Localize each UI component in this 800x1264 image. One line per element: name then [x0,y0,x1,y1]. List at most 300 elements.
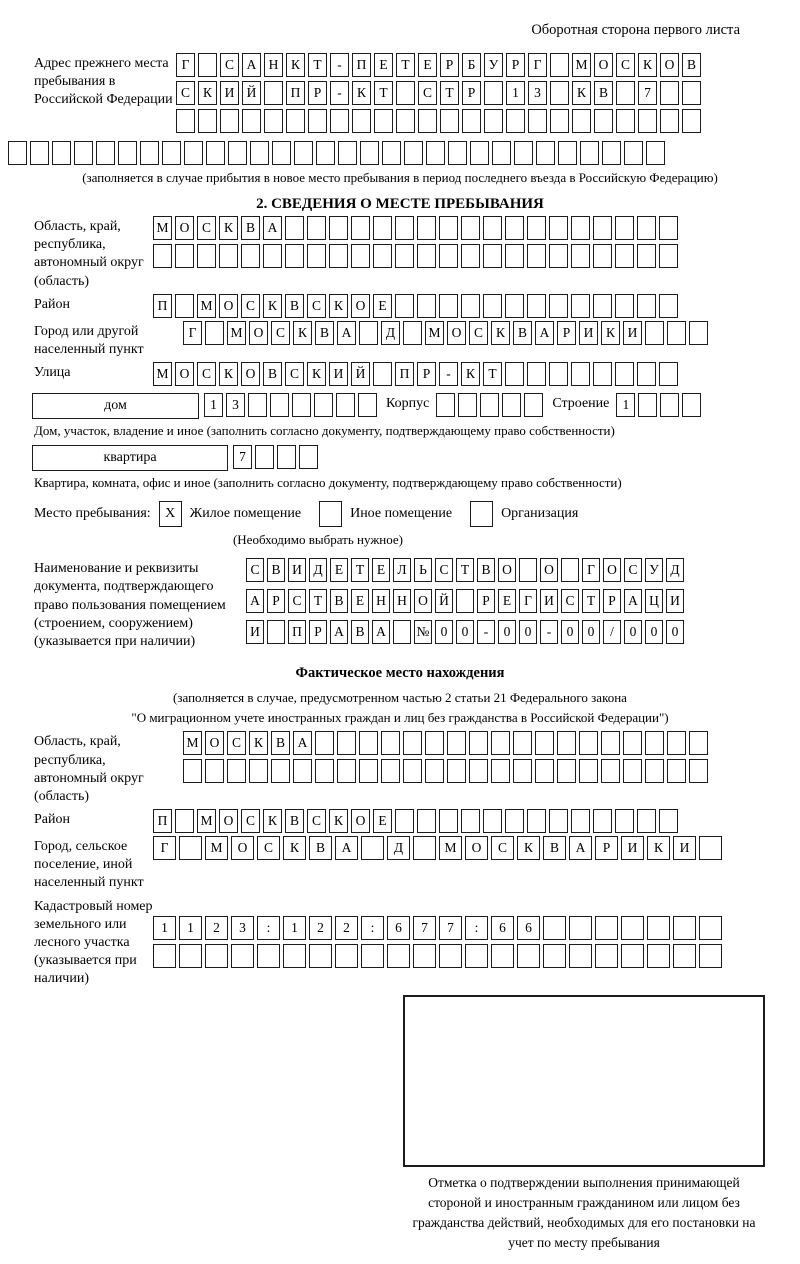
char-box[interactable]: С [176,81,195,105]
char-box[interactable] [361,836,384,860]
char-box[interactable]: - [439,362,458,386]
char-box[interactable] [593,216,612,240]
char-box[interactable]: П [153,809,172,833]
char-box[interactable] [527,294,546,318]
char-box[interactable]: С [616,53,635,77]
char-box[interactable] [456,589,474,613]
char-box[interactable] [557,759,576,783]
char-box[interactable] [447,759,466,783]
char-box[interactable]: К [601,321,620,345]
char-box[interactable] [484,81,503,105]
char-box[interactable]: К [647,836,670,860]
char-box[interactable]: № [414,620,432,644]
char-box[interactable]: В [267,558,285,582]
char-box[interactable] [292,393,311,417]
char-box[interactable] [524,393,543,417]
char-box[interactable] [593,809,612,833]
char-box[interactable] [699,944,722,968]
char-box[interactable]: А [330,620,348,644]
char-box[interactable] [8,141,27,165]
house-box[interactable]: дом [32,393,199,419]
char-box[interactable] [689,731,708,755]
char-box[interactable] [682,393,701,417]
char-box[interactable] [543,944,566,968]
char-box[interactable]: О [498,558,516,582]
char-box[interactable]: Т [308,53,327,77]
char-box[interactable] [351,216,370,240]
char-box[interactable]: 1 [153,916,176,940]
char-box[interactable]: О [219,294,238,318]
char-box[interactable]: 0 [561,620,579,644]
char-box[interactable]: С [197,216,216,240]
char-box[interactable]: С [307,809,326,833]
char-box[interactable] [228,141,247,165]
char-box[interactable] [571,362,590,386]
char-box[interactable] [272,141,291,165]
char-box[interactable]: Т [309,589,327,613]
char-box[interactable] [491,944,514,968]
char-box[interactable]: О [594,53,613,77]
char-box[interactable]: А [624,589,642,613]
char-box[interactable]: Е [374,53,393,77]
char-box[interactable] [561,558,579,582]
char-box[interactable] [396,81,415,105]
char-box[interactable] [249,759,268,783]
char-box[interactable] [197,244,216,268]
char-box[interactable]: С [561,589,579,613]
char-box[interactable]: И [621,836,644,860]
char-box[interactable]: В [309,836,332,860]
char-box[interactable]: Д [387,836,410,860]
char-box[interactable] [329,244,348,268]
char-box[interactable]: Е [373,294,392,318]
char-box[interactable] [52,141,71,165]
char-box[interactable] [360,141,379,165]
char-box[interactable]: А [372,620,390,644]
char-box[interactable] [602,141,621,165]
char-box[interactable]: Д [666,558,684,582]
char-box[interactable] [647,944,670,968]
char-box[interactable] [140,141,159,165]
char-box[interactable] [659,244,678,268]
char-box[interactable]: 6 [491,916,514,940]
char-box[interactable]: Т [483,362,502,386]
char-box[interactable]: С [246,558,264,582]
char-box[interactable] [645,321,664,345]
char-box[interactable]: В [330,589,348,613]
char-box[interactable]: 0 [498,620,516,644]
char-box[interactable] [293,759,312,783]
char-box[interactable] [505,216,524,240]
char-box[interactable]: К [307,362,326,386]
char-box[interactable]: К [283,836,306,860]
char-box[interactable] [286,109,305,133]
char-box[interactable]: П [153,294,172,318]
char-box[interactable] [505,362,524,386]
char-box[interactable] [569,944,592,968]
char-box[interactable] [637,216,656,240]
char-box[interactable] [673,944,696,968]
char-box[interactable]: О [175,362,194,386]
char-box[interactable]: С [435,558,453,582]
char-box[interactable] [359,731,378,755]
char-box[interactable]: А [337,321,356,345]
char-box[interactable]: В [543,836,566,860]
char-box[interactable] [623,731,642,755]
char-box[interactable] [361,944,384,968]
char-box[interactable] [263,244,282,268]
char-box[interactable] [549,809,568,833]
char-box[interactable] [492,141,511,165]
char-box[interactable] [118,141,137,165]
char-box[interactable] [436,393,455,417]
char-box[interactable]: 0 [435,620,453,644]
char-box[interactable]: Г [176,53,195,77]
char-box[interactable] [242,109,261,133]
char-box[interactable] [682,109,701,133]
char-box[interactable] [601,731,620,755]
char-box[interactable] [426,141,445,165]
char-box[interactable]: В [271,731,290,755]
char-box[interactable]: С [288,589,306,613]
char-box[interactable] [255,445,274,469]
char-box[interactable]: А [335,836,358,860]
char-box[interactable]: Р [440,53,459,77]
char-box[interactable] [417,294,436,318]
char-box[interactable] [403,731,422,755]
char-box[interactable]: С [469,321,488,345]
char-box[interactable] [571,294,590,318]
char-box[interactable]: А [293,731,312,755]
char-box[interactable]: М [153,362,172,386]
char-box[interactable] [440,109,459,133]
char-box[interactable]: А [263,216,282,240]
char-box[interactable] [250,141,269,165]
char-box[interactable]: О [414,589,432,613]
char-box[interactable] [514,141,533,165]
char-box[interactable]: 3 [528,81,547,105]
char-box[interactable] [219,244,238,268]
char-box[interactable]: П [352,53,371,77]
char-box[interactable]: Й [242,81,261,105]
char-box[interactable]: О [249,321,268,345]
char-box[interactable] [74,141,93,165]
char-box[interactable] [519,558,537,582]
char-box[interactable] [513,759,532,783]
char-box[interactable] [404,141,423,165]
char-box[interactable] [550,53,569,77]
char-box[interactable] [175,244,194,268]
char-box[interactable]: Р [417,362,436,386]
char-box[interactable]: И [666,589,684,613]
char-box[interactable]: С [271,321,290,345]
char-box[interactable] [469,759,488,783]
char-box[interactable] [483,809,502,833]
char-box[interactable] [593,294,612,318]
char-box[interactable] [615,216,634,240]
char-box[interactable]: К [249,731,268,755]
char-box[interactable] [335,944,358,968]
char-box[interactable] [395,244,414,268]
char-box[interactable]: К [329,809,348,833]
char-box[interactable]: 0 [582,620,600,644]
char-box[interactable]: К [352,81,371,105]
char-box[interactable]: О [351,294,370,318]
char-box[interactable] [403,759,422,783]
char-box[interactable] [315,759,334,783]
char-box[interactable]: Й [351,362,370,386]
char-box[interactable]: К [263,809,282,833]
char-box[interactable] [484,109,503,133]
char-box[interactable] [461,809,480,833]
char-box[interactable]: Е [373,809,392,833]
char-box[interactable] [624,141,643,165]
char-box[interactable]: С [285,362,304,386]
char-box[interactable] [264,109,283,133]
char-box[interactable] [615,244,634,268]
char-box[interactable] [336,393,355,417]
char-box[interactable] [413,944,436,968]
char-box[interactable] [205,321,224,345]
char-box[interactable]: А [246,589,264,613]
char-box[interactable] [536,141,555,165]
char-box[interactable] [294,141,313,165]
char-box[interactable] [359,759,378,783]
char-box[interactable] [351,244,370,268]
char-box[interactable]: Д [309,558,327,582]
char-box[interactable] [660,81,679,105]
char-box[interactable]: Б [462,53,481,77]
char-box[interactable] [615,362,634,386]
char-box[interactable]: С [491,836,514,860]
char-box[interactable]: О [603,558,621,582]
checkbox-other-premises[interactable] [319,501,342,527]
char-box[interactable]: - [330,81,349,105]
char-box[interactable] [307,216,326,240]
char-box[interactable]: О [205,731,224,755]
char-box[interactable] [506,109,525,133]
char-box[interactable]: И [220,81,239,105]
char-box[interactable]: Н [393,589,411,613]
char-box[interactable]: Е [351,589,369,613]
char-box[interactable]: В [263,362,282,386]
char-box[interactable] [637,244,656,268]
char-box[interactable]: / [603,620,621,644]
char-box[interactable] [659,809,678,833]
char-box[interactable] [395,809,414,833]
char-box[interactable]: М [183,731,202,755]
char-box[interactable]: Т [456,558,474,582]
char-box[interactable]: 7 [233,445,252,469]
char-box[interactable]: П [288,620,306,644]
char-box[interactable] [579,731,598,755]
char-box[interactable]: М [153,216,172,240]
char-box[interactable]: - [477,620,495,644]
char-box[interactable]: Ь [414,558,432,582]
char-box[interactable]: С [307,294,326,318]
char-box[interactable] [527,362,546,386]
char-box[interactable]: Р [595,836,618,860]
char-box[interactable]: К [329,294,348,318]
char-box[interactable]: М [227,321,246,345]
char-box[interactable] [358,393,377,417]
char-box[interactable] [646,141,665,165]
char-box[interactable] [315,731,334,755]
char-box[interactable] [395,216,414,240]
char-box[interactable]: Р [557,321,576,345]
char-box[interactable] [673,916,696,940]
char-box[interactable] [413,836,436,860]
char-box[interactable] [231,944,254,968]
char-box[interactable] [439,216,458,240]
char-box[interactable] [176,109,195,133]
char-box[interactable]: 7 [439,916,462,940]
char-box[interactable]: В [477,558,495,582]
char-box[interactable] [659,216,678,240]
char-box[interactable] [179,944,202,968]
char-box[interactable]: Е [418,53,437,77]
char-box[interactable] [659,362,678,386]
char-box[interactable]: Т [440,81,459,105]
char-box[interactable]: Н [264,53,283,77]
char-box[interactable]: О [540,558,558,582]
char-box[interactable]: Т [582,589,600,613]
char-box[interactable] [458,393,477,417]
char-box[interactable] [264,81,283,105]
char-box[interactable]: Г [519,589,537,613]
char-box[interactable]: К [517,836,540,860]
char-box[interactable] [439,244,458,268]
char-box[interactable] [517,944,540,968]
char-box[interactable]: В [682,53,701,77]
char-box[interactable] [205,944,228,968]
char-box[interactable]: П [395,362,414,386]
char-box[interactable] [569,916,592,940]
char-box[interactable] [549,216,568,240]
char-box[interactable] [571,216,590,240]
char-box[interactable] [660,393,679,417]
char-box[interactable] [505,244,524,268]
char-box[interactable] [593,244,612,268]
char-box[interactable] [557,731,576,755]
char-box[interactable] [461,244,480,268]
char-box[interactable] [382,141,401,165]
char-box[interactable] [621,916,644,940]
char-box[interactable] [689,759,708,783]
char-box[interactable] [558,141,577,165]
char-box[interactable]: 6 [387,916,410,940]
char-box[interactable] [637,362,656,386]
char-box[interactable] [595,916,618,940]
char-box[interactable] [316,141,335,165]
char-box[interactable]: С [257,836,280,860]
char-box[interactable]: Е [498,589,516,613]
char-box[interactable]: Р [308,81,327,105]
char-box[interactable]: О [660,53,679,77]
char-box[interactable]: Р [309,620,327,644]
char-box[interactable] [699,836,722,860]
char-box[interactable] [307,244,326,268]
char-box[interactable] [571,244,590,268]
char-box[interactable] [480,393,499,417]
char-box[interactable] [637,294,656,318]
char-box[interactable] [638,393,657,417]
char-box[interactable] [667,759,686,783]
char-box[interactable] [439,294,458,318]
char-box[interactable] [595,944,618,968]
char-box[interactable] [637,809,656,833]
char-box[interactable] [667,321,686,345]
char-box[interactable] [535,731,554,755]
apartment-box[interactable]: квартира [32,445,228,471]
char-box[interactable] [483,216,502,240]
char-box[interactable]: Г [528,53,547,77]
char-box[interactable]: И [673,836,696,860]
char-box[interactable]: : [361,916,384,940]
char-box[interactable]: М [425,321,444,345]
char-box[interactable] [198,53,217,77]
char-box[interactable] [465,944,488,968]
char-box[interactable]: К [572,81,591,105]
char-box[interactable] [403,321,422,345]
char-box[interactable] [417,216,436,240]
char-box[interactable] [417,809,436,833]
char-box[interactable] [277,445,296,469]
char-box[interactable] [593,362,612,386]
char-box[interactable] [396,109,415,133]
char-box[interactable] [462,109,481,133]
char-box[interactable]: 0 [666,620,684,644]
char-box[interactable]: О [447,321,466,345]
char-box[interactable]: 6 [517,916,540,940]
char-box[interactable]: С [418,81,437,105]
char-box[interactable]: 2 [205,916,228,940]
char-box[interactable]: М [205,836,228,860]
char-box[interactable] [439,944,462,968]
char-box[interactable] [505,294,524,318]
char-box[interactable] [387,944,410,968]
char-box[interactable] [579,759,598,783]
char-box[interactable] [528,109,547,133]
char-box[interactable] [267,620,285,644]
char-box[interactable] [550,81,569,105]
char-box[interactable] [283,944,306,968]
char-box[interactable] [615,809,634,833]
char-box[interactable]: И [623,321,642,345]
char-box[interactable]: 0 [645,620,663,644]
char-box[interactable]: Р [506,53,525,77]
char-box[interactable] [470,141,489,165]
char-box[interactable] [502,393,521,417]
char-box[interactable] [329,216,348,240]
char-box[interactable]: В [241,216,260,240]
char-box[interactable] [309,944,332,968]
char-box[interactable] [373,216,392,240]
char-box[interactable] [469,731,488,755]
char-box[interactable] [393,620,411,644]
char-box[interactable] [623,759,642,783]
char-box[interactable]: С [197,362,216,386]
char-box[interactable]: Г [183,321,202,345]
char-box[interactable]: И [579,321,598,345]
char-box[interactable] [491,759,510,783]
char-box[interactable] [682,81,701,105]
char-box[interactable] [184,141,203,165]
char-box[interactable] [374,109,393,133]
char-box[interactable] [359,321,378,345]
char-box[interactable] [314,393,333,417]
char-box[interactable] [271,759,290,783]
